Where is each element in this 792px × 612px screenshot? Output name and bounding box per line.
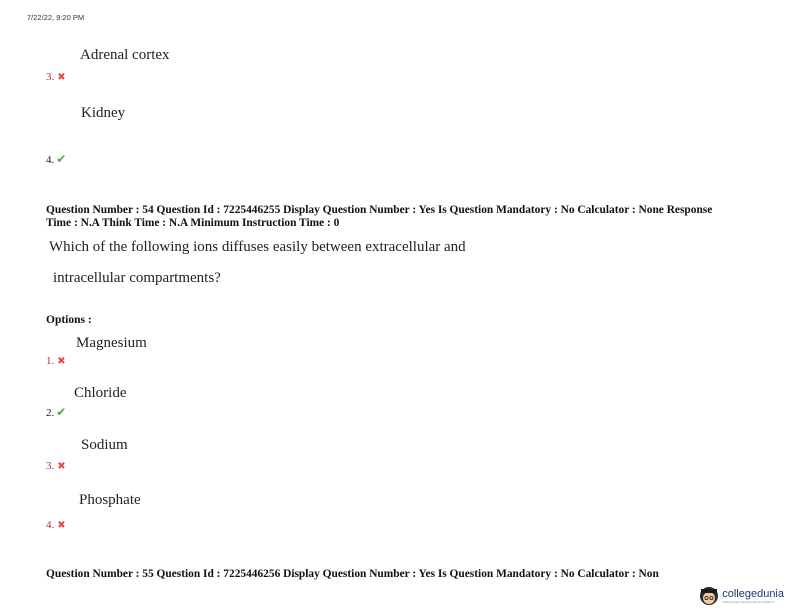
wrong-mark-icon: ✖ — [57, 461, 66, 472]
option-2-text: Chloride — [74, 385, 127, 401]
wrong-mark-icon: ✖ — [57, 356, 66, 367]
options-label: Options : — [46, 314, 92, 326]
correct-check-icon: ✔ — [56, 152, 67, 166]
question-meta — [46, 204, 712, 230]
option-1-marker — [46, 351, 66, 369]
prev-option-4-text: Kidney — [81, 105, 126, 121]
question-text-line-1: Which of the following ions diffuses easily between extracellular and — [49, 239, 466, 255]
option-1-text: Magnesium — [76, 335, 147, 351]
brand-tagline: India's largest Student Review Platform — [722, 599, 775, 604]
brand-name: collegedunia — [722, 587, 784, 600]
option-3-marker — [46, 456, 66, 474]
next-question-meta: Question Number : 55 Question Id : 7225446256 Display Question Number : Yes Is Question Mandatory : No Calculator : Non — [46, 568, 659, 580]
option-number: 4. — [46, 519, 55, 531]
question-meta-line-2: Time : N.A Think Time : N.A Minimum Instruction Time : 0 — [46, 217, 340, 229]
watermark-logo — [699, 586, 784, 606]
mascot-icon — [699, 586, 719, 606]
correct-check-icon: ✔ — [56, 405, 67, 419]
wrong-mark-icon: ✖ — [57, 72, 66, 83]
option-number: 3. — [46, 71, 55, 83]
prev-option-3-text: Adrenal cortex — [80, 47, 170, 63]
wrong-mark-icon: ✖ — [57, 520, 66, 531]
question-meta-line-1: Question Number : 54 Question Id : 7225446255 Display Question Number : Yes Is Question Mandatory : No Calculator : None Response — [46, 204, 713, 216]
option-number: 4. — [46, 154, 55, 166]
option-4-marker — [46, 515, 66, 533]
option-3-text: Sodium — [81, 437, 128, 453]
print-timestamp: 7/22/22, 9:20 PM — [27, 13, 85, 22]
prev-option-3-marker — [46, 67, 66, 85]
option-number: 1. — [46, 355, 55, 367]
prev-option-4-marker — [46, 150, 66, 168]
question-text-line-2: intracellular compartments? — [53, 270, 221, 286]
option-number: 3. — [46, 460, 55, 472]
option-4-text: Phosphate — [79, 492, 141, 508]
option-2-marker — [46, 403, 66, 421]
option-number: 2. — [46, 407, 55, 419]
